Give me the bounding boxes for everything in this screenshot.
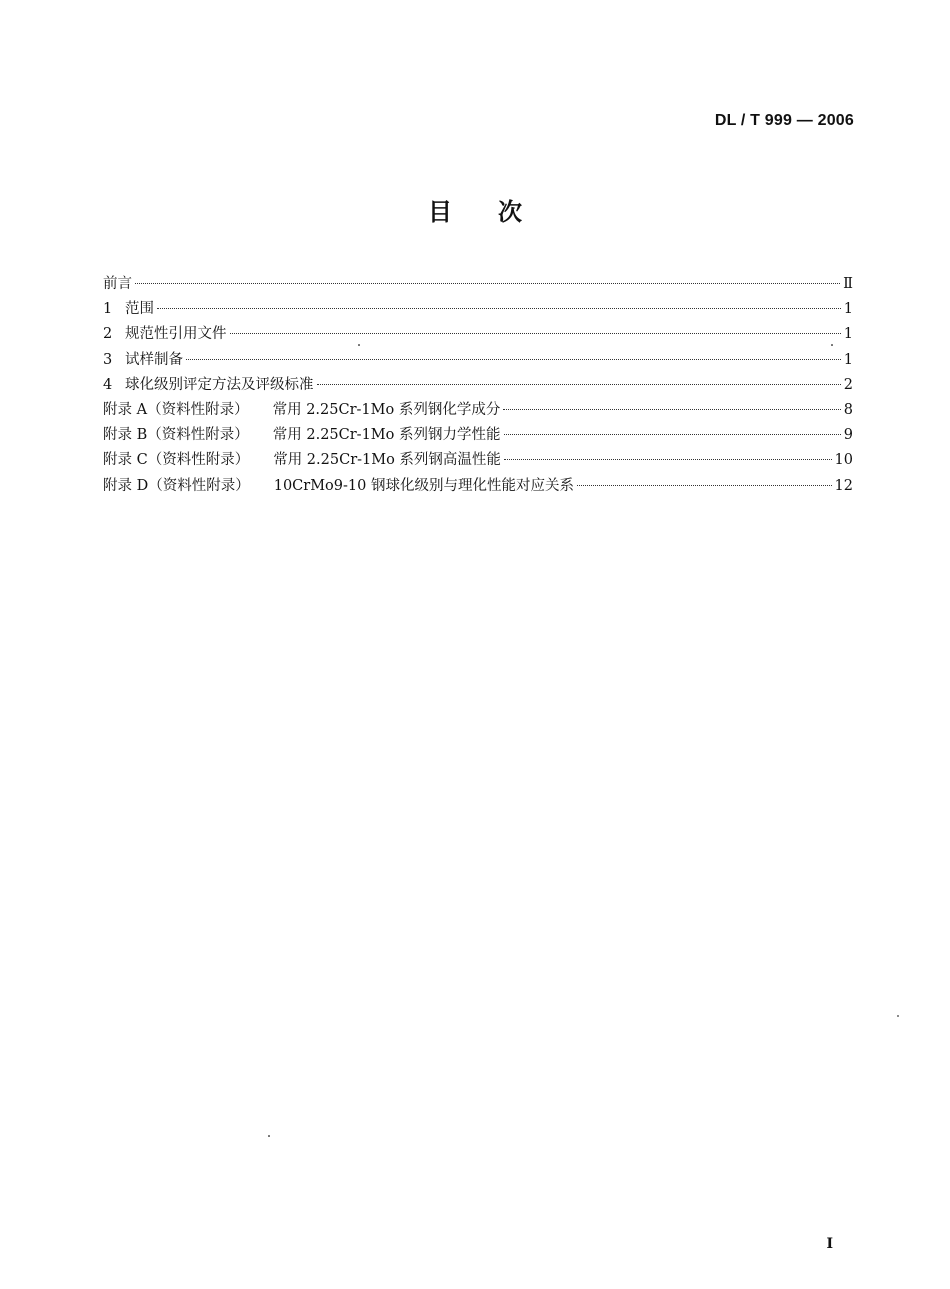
toc-leader-dots (504, 459, 832, 460)
toc-entry-text: 试样制备 (125, 351, 183, 368)
toc-leader-dots (317, 384, 841, 385)
toc-entry-number: 3 (103, 351, 113, 368)
toc-entry-text: 前言 (103, 276, 132, 292)
toc-entry-text: 球化级别评定方法及评级标准 (125, 376, 314, 393)
toc-leader-dots (504, 434, 841, 435)
toc-entry-page: 10 (834, 452, 853, 469)
toc-leader-dots (503, 409, 840, 410)
toc-leader-dots (157, 308, 841, 309)
toc-entry-page: Ⅱ (843, 276, 853, 292)
toc-leader-dots (135, 283, 840, 284)
toc-entry-text: 范围 (125, 301, 154, 318)
toc-title-part2: 次 (498, 198, 522, 226)
toc-title-part1: 目 (428, 198, 452, 226)
toc-entry-page: 8 (843, 401, 853, 418)
toc-entry-appendix-c[interactable] (103, 448, 853, 473)
toc-leader-dots (230, 333, 841, 334)
toc-entry-number: 4 (103, 376, 113, 393)
toc-entry-2[interactable] (103, 322, 853, 347)
toc-entry-prefix: 附录 C（资料性附录） (103, 452, 250, 469)
toc-entry-page: 1 (843, 351, 853, 368)
toc-entry-appendix-b[interactable] (103, 423, 853, 448)
toc-entry-page: 9 (843, 427, 853, 444)
toc-leader-dots (577, 485, 832, 486)
toc-entry-text: 常用 2.25Cr-1Mo 系列钢高温性能 (273, 452, 501, 469)
scan-speck (358, 344, 360, 346)
toc-entry-page: 12 (834, 477, 853, 494)
standard-code: DL / T 999 — 2006 (714, 112, 854, 129)
toc-entry-appendix-a[interactable] (103, 398, 853, 423)
toc-entry-text: 10CrMo9-10 钢球化级别与理化性能对应关系 (273, 477, 574, 494)
toc-entry-4[interactable] (103, 373, 853, 398)
toc-entry-appendix-d[interactable] (103, 474, 853, 499)
page-number: I (826, 1236, 833, 1252)
scan-speck (897, 1015, 899, 1017)
toc-entry-text: 规范性引用文件 (125, 326, 227, 343)
toc-entry-text: 常用 2.25Cr-1Mo 系列钢化学成分 (272, 401, 501, 418)
toc-entry-prefix: 附录 B（资料性附录） (103, 427, 249, 444)
toc-entry-text: 常用 2.25Cr-1Mo 系列钢力学性能 (272, 427, 501, 444)
toc-entry-page: 2 (843, 376, 853, 393)
toc-leader-dots (186, 359, 841, 360)
scan-speck (268, 1135, 270, 1137)
scan-speck (831, 344, 833, 346)
table-of-contents (103, 272, 853, 499)
toc-entry-foreword[interactable] (103, 272, 853, 297)
toc-entry-1[interactable] (103, 297, 853, 322)
toc-entry-prefix: 附录 D（资料性附录） (103, 477, 250, 494)
toc-title (0, 192, 950, 227)
toc-entry-page: 1 (843, 326, 853, 343)
toc-entry-prefix: 附录 A（资料性附录） (103, 401, 249, 418)
toc-entry-3[interactable] (103, 348, 853, 373)
toc-entry-number: 1 (103, 301, 113, 318)
toc-entry-number: 2 (103, 326, 113, 343)
toc-entry-page: 1 (843, 301, 853, 318)
